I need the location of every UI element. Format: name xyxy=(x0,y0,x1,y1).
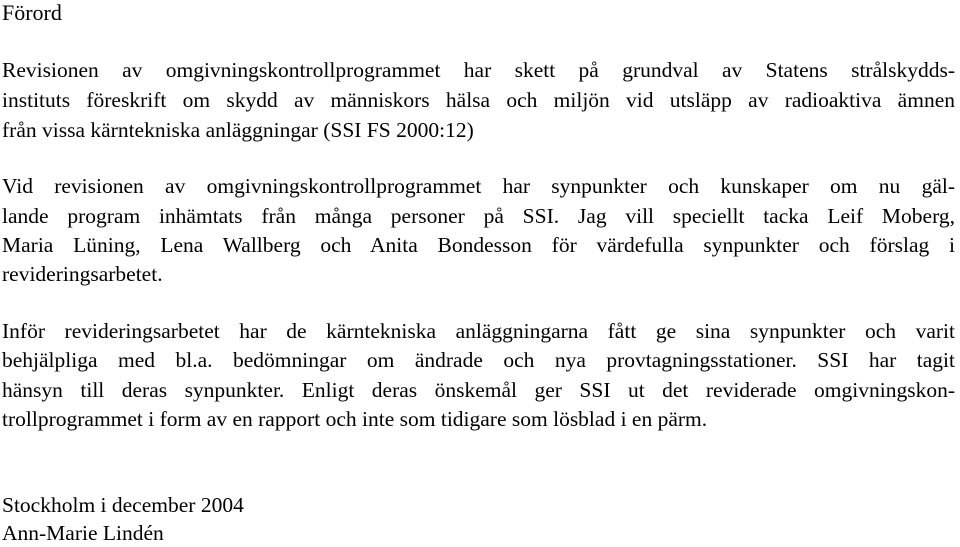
paragraph-1-line-2: instituts föreskrift om skydd av människors hälsa och miljön vid utsläpp av radioaktiva ämnen xyxy=(2,88,955,112)
signature-name: Ann-Marie Lindén xyxy=(2,521,164,545)
paragraph-2-line-3: Maria Lüning, Lena Wallberg och Anita Bondesson för värdefulla synpunkter och förslag i xyxy=(2,233,955,257)
paragraph-2-line-2: lande program inhämtats från många personer på SSI. Jag vill speciellt tacka Leif Moberg, xyxy=(2,204,955,228)
paragraph-1-line-1: Revisionen av omgivningskontrollprogrammet har skett på grundval av Statens strålskydds- xyxy=(2,58,955,82)
page-title: Förord xyxy=(2,0,62,25)
signature-place-date: Stockholm i december 2004 xyxy=(2,493,244,517)
paragraph-2-line-1: Vid revisionen av omgivningskontrollprogrammet har synpunkter och kunskaper om nu gäl- xyxy=(2,174,955,198)
paragraph-3-line-3: hänsyn till deras synpunkter. Enligt deras önskemål ger SSI ut det reviderade omgivningskon- xyxy=(2,378,955,402)
paragraph-2-line-4: revideringsarbetet. xyxy=(2,262,163,286)
paragraph-3-line-1: Inför revideringsarbetet har de kärntekniska anläggningarna fått ge sina synpunkter och varit xyxy=(2,319,955,343)
paragraph-3-line-2: behjälpliga med bl.a. bedömningar om ändrade och nya provtagningsstationer. SSI har tagit xyxy=(2,348,955,372)
paragraph-3-line-4: trollprogrammet i form av en rapport och inte som tidigare som lösblad i en pärm. xyxy=(2,407,708,431)
paragraph-1-line-3: från vissa kärntekniska anläggningar (SSI FS 2000:12) xyxy=(2,118,474,142)
